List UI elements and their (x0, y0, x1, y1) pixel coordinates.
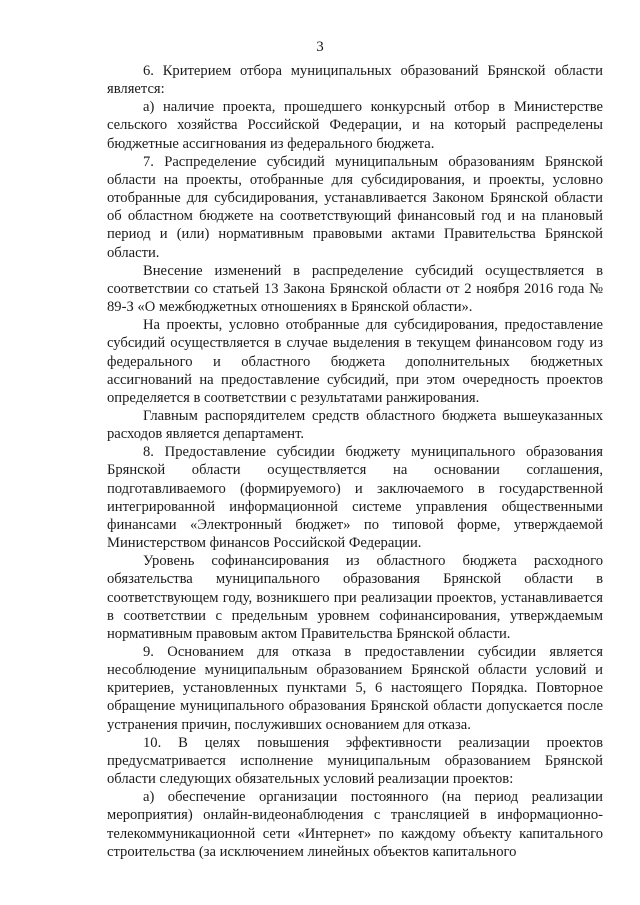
paragraph-main-administrator: Главным распорядителем средств областного бюджета вышеуказанных расходов является департамент. (107, 407, 603, 443)
paragraph-10-efficiency: 10. В целях повышения эффективности реализации проектов предусматривается исполнение муниципальным образованием Брянской области следующих обязательных условий реализации проектов: (107, 734, 603, 788)
page-number: 3 (316, 39, 324, 55)
paragraph-8-agreement: 8. Предоставление субсидии бюджету муниципального образования Брянской области осуществляется на основании соглашения, подготавливаемого (формируемого) и заключаемого в государственной интегрированной информационной системе управления общественными финансами «Электронный бюджет» по типовой форме, утверждаемой Министерством финансов Российской Федерации. (107, 444, 603, 552)
document-body (107, 62, 603, 861)
paragraph-10a-video: а) обеспечение организации постоянного (на период реализации мероприятия) онлайн-видеонаблюдения с трансляцией в информационно-телекоммуникационной сети «Интернет» по каждому объекту капитального строительства (за исключением линейных объектов капитального (107, 789, 603, 860)
paragraph-conditional-projects: На проекты, условно отобранные для субсидирования, предоставление субсидий осуществляется в случае выделения в текущем финансовом году из федерального и областного бюджета дополнительных бюджетных ассигнований на предоставление субсидий, при этом очередность проектов определяется в соответствии с результатами ранжирования. (107, 317, 603, 406)
paragraph-7-distribution: 7. Распределение субсидий муниципальным образованиям Брянской области на проекты, отобранные для субсидирования, и проекты, условно отобранные для субсидирования, устанавливается Законом Брянской области об областном бюджете на соответствующий финансовый год и на плановый период и (или) нормативным правовыми актами Правительства Брянской области. (107, 153, 603, 261)
paragraph-6a-project: а) наличие проекта, прошедшего конкурсный отбор в Министерстве сельского хозяйства Российской Федерации, и на который распределены бюджетные ассигнования из федерального бюджета. (107, 99, 603, 152)
paragraph-6-criterion: 6. Критерием отбора муниципальных образований Брянской области является: (107, 63, 603, 98)
paragraph-9-refusal: 9. Основанием для отказа в предоставлении субсидии является несоблюдение муниципальным образованием Брянской области условий и критериев, установленных пунктами 5, 6 настоящего Порядка. Повторное обращение муниципального образования Брянской области допускается после устранения причин, послуживших основанием для отказа. (107, 644, 603, 733)
paragraph-changes: Внесение изменений в распределение субсидий осуществляется в соответствии со статьей 13 Закона Брянской области от 2 ноября 2016 года № 89-З «О межбюджетных отношениях в Брянской области». (107, 262, 603, 316)
paragraph-cofinancing: Уровень софинансирования из областного бюджета расходного обязательства муниципального образования Брянской области в соответствующем году, возникшего при реализации проектов, устанавливается в соответствии с предельным уровнем софинансирования, утверждаемым нормативным правовым актом Правительства Брянской области. (107, 553, 603, 642)
